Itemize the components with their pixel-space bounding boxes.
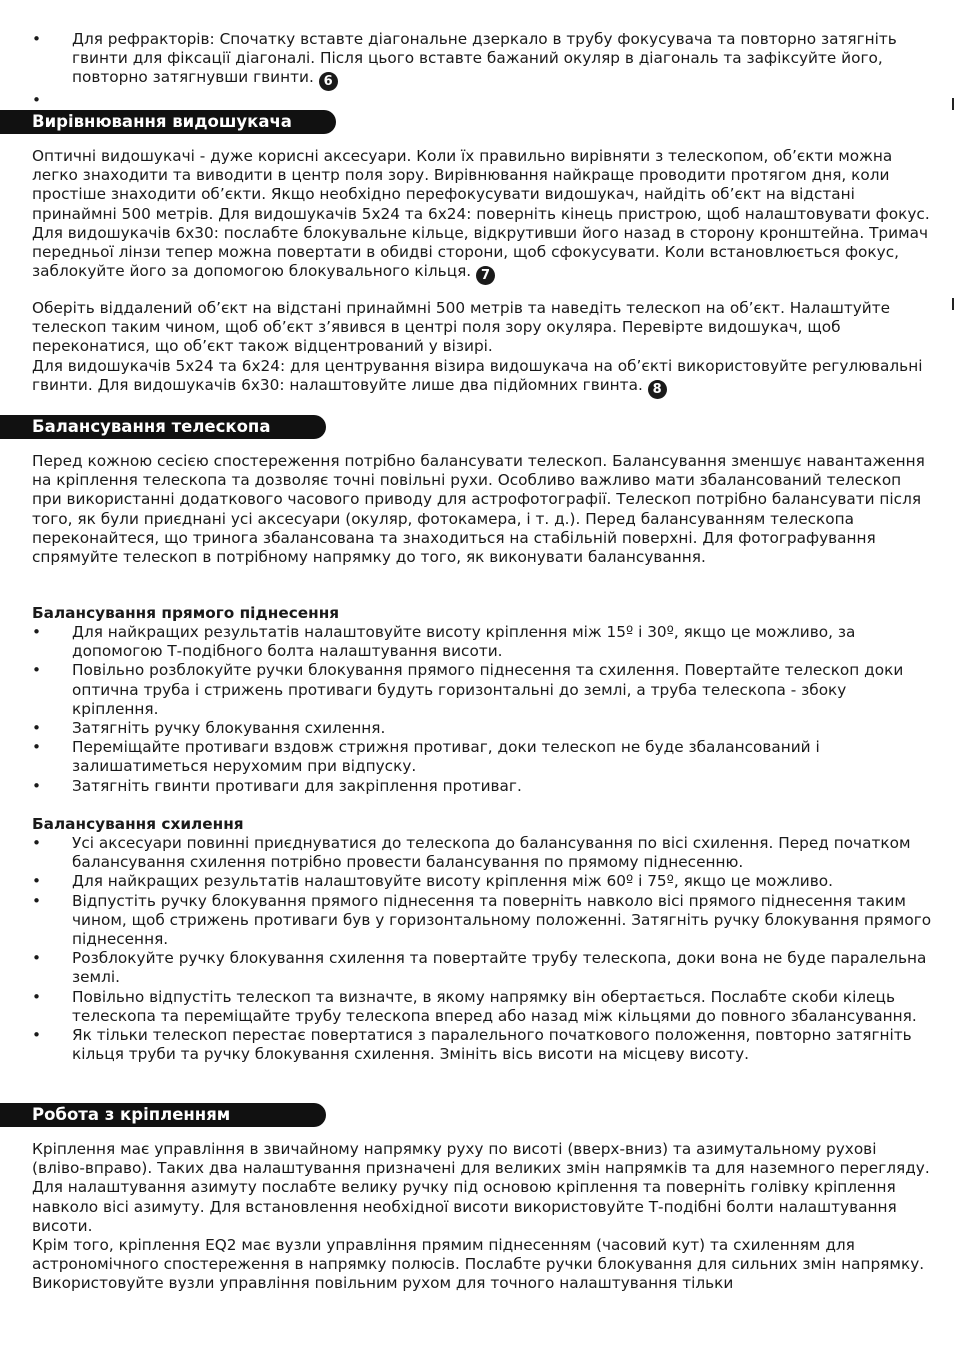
paragraph: Перед кожною сесією спостереження потрібно балансувати телескоп. Балансування зменшує навантаження на кріплення телескопа та дозволяє точні повільні рухи. Особливо важливо мати збалансований телескоп при використанні додаткового часового приводу для астрофотографії. Телескоп потрібно балансувати після того, як були приєднані усі аксесуари (окуляр, фотокамера, і т. д.). Перед балансуванням телескопа переконайтеся, що тринога збалансована та знаходиться на стабільній поверхні. Для фотографування спрямуйте телескоп в потрібному напрямку до того, як виконувати балансування. <box>32 452 925 567</box>
list-item: • Повільно розблокуйте ручки блокування прямого піднесення та схилення. Повертайте телескоп доки оптична труба і стрижень противаги будуть горизонтальні до землі, а труба телескопа - збоку кріплення. <box>32 661 932 719</box>
list-item: • Усі аксесуари повинні приєднуватися до телескопа до балансування по вісі схилення. Перед початком балансування схилення потрібно провести балансування по прямому піднесенню. <box>32 834 932 872</box>
subheading-ra-balance: Балансування прямого піднесення <box>32 604 340 622</box>
subheading-dec-balance: Балансування схилення <box>32 815 244 833</box>
section-heading-finder: Вирівнювання видошукача <box>0 110 336 134</box>
list-item: • Як тільки телескоп перестає повертатися з паралельного початкового положення, повторно затягніть кільця труби та ручку блокування схилення. Змініть вісь висоти на місцеву висоту. <box>32 1026 932 1064</box>
list-item: • Відпустіть ручку блокування прямого піднесення та поверніть навколо вісі прямого піднесення таким чином, щоб стрижень противаги був у горизонтальному положенні. Затягніть ручку блокування прямого піднесення. <box>32 892 932 950</box>
paragraph: Оберіть віддалений об’єкт на відстані принаймні 500 метрів та наведіть телескоп на об’єкт. Налаштуйте телескоп таким чином, щоб об’єкт з’явився в центрі поля зору окуляра. Перевірте видошукач, щоб переконатися, що об’єкт також відцентрований у візирі. Для видошукачів 5x24 та 6x24: для центрування візира видошукача на об’єкті використовуйте регулювальні гвинти. Для видошукачів 6x30: налаштовуйте лише два підйомних гвинта. 8 <box>32 299 923 397</box>
list-item: • Затягніть гвинти противаги для закріплення противаг. <box>32 777 932 796</box>
paragraph: Кріплення має управління в звичайному напрямку руху по висоті (вверх-вниз) та азимутальному рухові (вліво-вправо). Таких два налаштування призначені для великих змін напрямків та для наземного перегляду. Для налаштування азимуту послабте велику ручку під основою кріплення та поверніть голівку кріплення навколо вісі азимуту. Для встановлення необхідної висоти використовуйте Т-подібні болти налаштування висоти. Крім того, кріплення EQ2 має вузли управління прямим піднесенням (часовий кут) та схиленням для астрономічного спостереження в напрямку полюсів. Послабте ручки блокування для сильних змін напрямку. Використовуйте вузли управління повільним рухом для точного налаштування тільки <box>32 1140 930 1293</box>
list-item: • Затягніть ручку блокування схилення. <box>32 719 932 738</box>
list-item: • Для рефракторів: Спочатку вставте діагональне дзеркало в трубу фокусувача та повторно затягніть гвинти для фіксації діагоналі. Після цього вставте бажаний окуляр в діагональ та зафіксуйте його, повторно затягнувши гвинти. 6 <box>32 30 932 91</box>
section-heading-mount: Робота з кріпленням <box>0 1103 326 1127</box>
paragraph: Оптичні видошукачі - дуже корисні аксесуари. Коли їх правильно вирівняти з телескопом, об’єкти можна легко знаходити та виводити в центр поля зору. Вирівнювання найкраще проводити протягом дня, коли простіше знаходити об’єкти. Якщо необхідно перефокусувати видошукач, найдіть об’єкт на відстані принаймні 500 метрів. Для видошукачів 5x24 та 6x24: поверніть кінець пристрою, щоб налаштовувати фокус. Для видошукачів 6x30: послабте блокувальне кільце, відкрутивши його назад в сторону кронштейна. Тримач передньої лінзи тепер можна повертати в обидві сторони, щоб сфокусувати. Коли встановлюється фокус, заблокуйте його за допомогою блокувального кільця. 7 <box>32 147 930 284</box>
figure-ref-badge: 6 <box>319 72 338 91</box>
list-item: • Розблокуйте ручку блокування схилення та повертайте трубу телескопа, доки вона не буде паралельна землі. <box>32 949 932 987</box>
list-item: • Повільно відпустіть телескоп та визначте, в якому напрямку він обертається. Послабте скоби кілець телескопа та переміщайте трубу телескопа вперед або назад між кільцями до повного збалансування. <box>32 988 932 1026</box>
list-item: • Переміщайте противаги вздовж стрижня противаг, доки телескоп не буде збалансований і залишатиметься нерухомим при відпуску. <box>32 738 932 776</box>
figure-ref-badge: 7 <box>476 266 495 285</box>
section-heading-balancing: Балансування телескопа <box>0 415 326 439</box>
list-item <box>32 91 932 110</box>
dec-balance-list <box>32 834 932 1064</box>
intro-bullet-list <box>32 30 932 110</box>
list-item: • Для найкращих результатів налаштовуйте висоту кріплення між 60º і 75º, якщо це можливо. <box>32 872 932 891</box>
list-item: • Для найкращих результатів налаштовуйте висоту кріплення між 15º і 30º, якщо це можливо, за допомогою Т-подібного болта налаштування висоти. <box>32 623 932 661</box>
ra-balance-list <box>32 623 932 796</box>
figure-ref-badge: 8 <box>648 380 667 399</box>
